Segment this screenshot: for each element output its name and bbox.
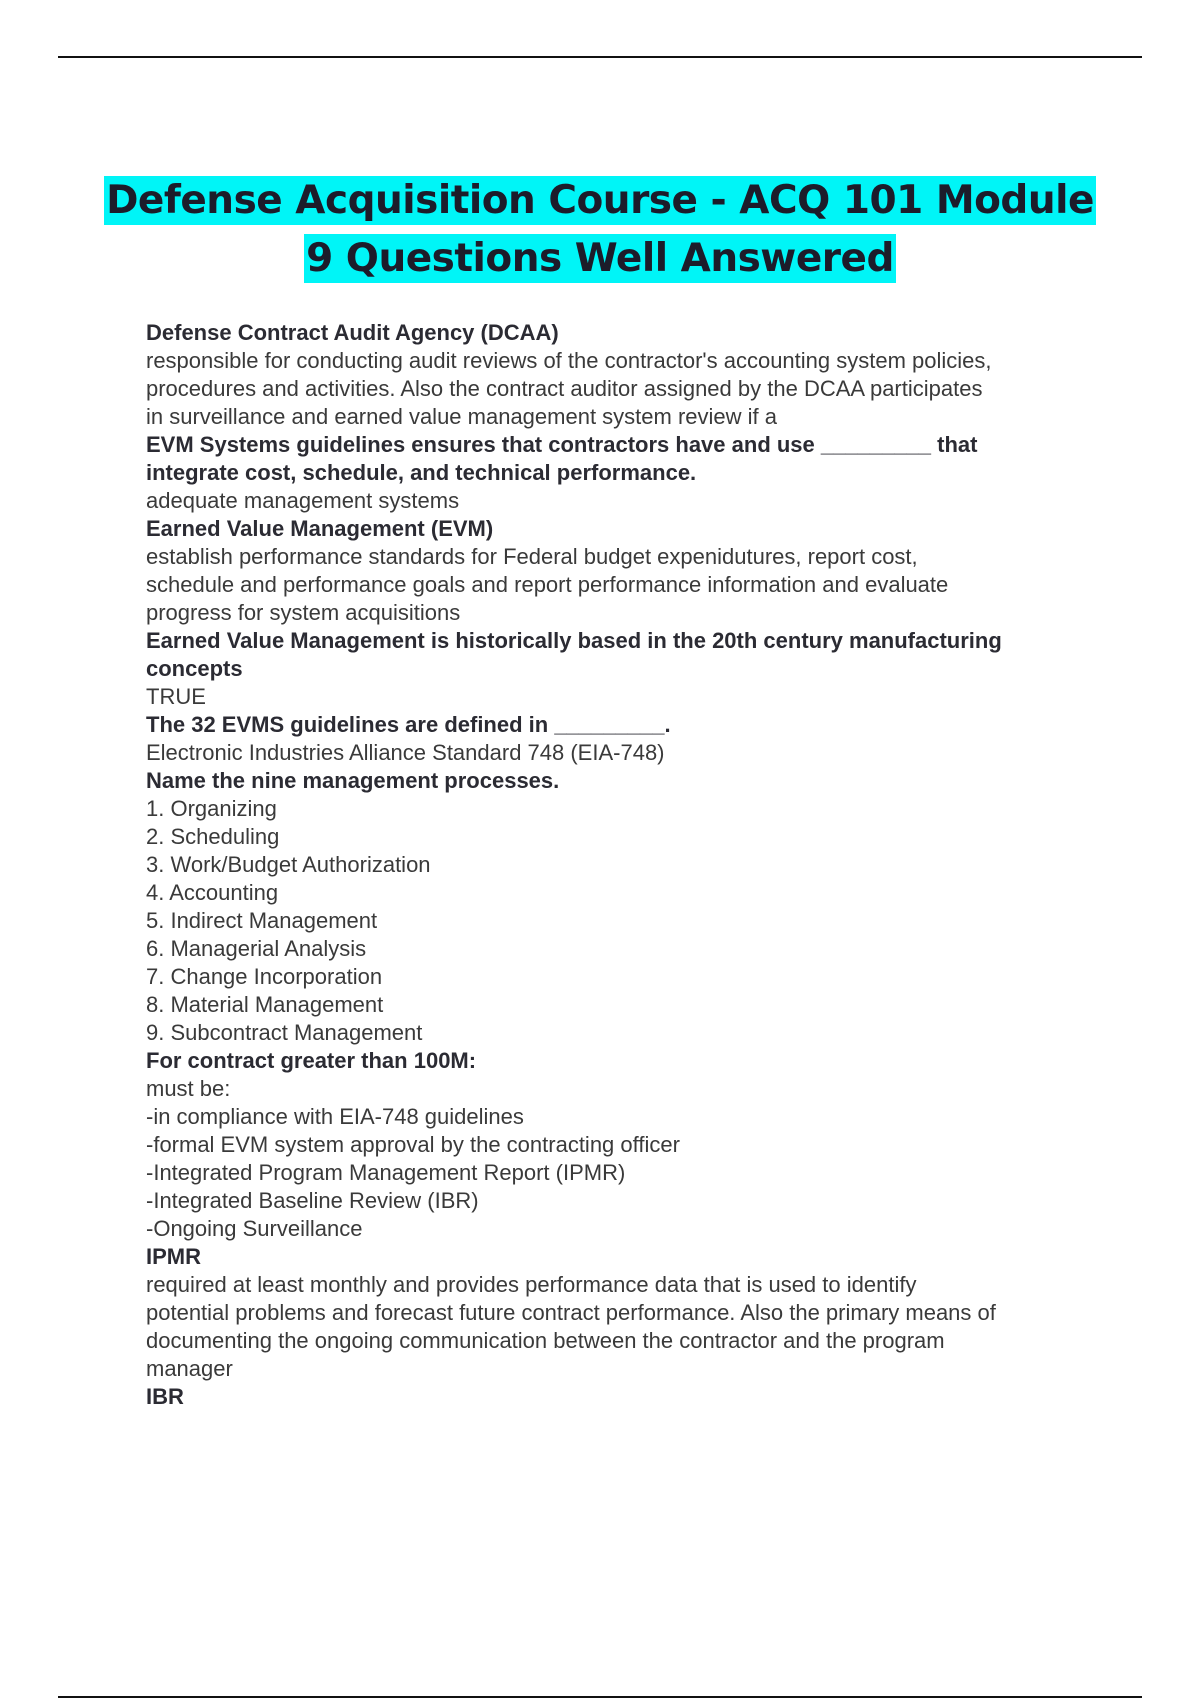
process-list-item: 3. Work/Budget Authorization (146, 852, 431, 877)
card-answer-line: must be: (146, 1076, 231, 1101)
process-list-item: 7. Change Incorporation (146, 964, 383, 989)
card-answer-line: manager (146, 1356, 233, 1381)
process-list-item: 9. Subcontract Management (146, 1020, 423, 1045)
card-question-line: Earned Value Management is historically based in the 20th century manufacturing (146, 628, 1002, 653)
card-question: The 32 EVMS guidelines are defined in _________. (146, 712, 671, 737)
title-line-2: 9 Questions Well Answered (306, 236, 894, 281)
card-answer-line: -Integrated Program Management Report (IPMR) (146, 1160, 626, 1185)
card-answer-line: -formal EVM system approval by the contracting officer (146, 1132, 680, 1157)
card-answer-line: establish performance standards for Federal budget expenidutures, report cost, (146, 544, 918, 569)
top-rule (58, 56, 1142, 58)
card-answer-line: in surveillance and earned value management system review if a (146, 404, 777, 429)
card-question: For contract greater than 100M: (146, 1048, 477, 1073)
card-question: Defense Contract Audit Agency (DCAA) (146, 320, 559, 345)
card-answer-line: Electronic Industries Alliance Standard 748 (EIA-748) (146, 740, 665, 765)
card-question: Earned Value Management (EVM) (146, 516, 494, 541)
process-list-item: 8. Material Management (146, 992, 384, 1017)
process-list-item: 2. Scheduling (146, 824, 280, 849)
card-question: Name the nine management processes. (146, 768, 560, 793)
card-question: IPMR (146, 1244, 201, 1269)
card-answer-line: -in compliance with EIA-748 guidelines (146, 1104, 524, 1129)
card-answer-line: procedures and activities. Also the contract auditor assigned by the DCAA participates (146, 376, 983, 401)
card-answer-line: potential problems and forecast future contract performance. Also the primary means of (146, 1300, 996, 1325)
process-list-item: 4. Accounting (146, 880, 279, 905)
card-question-line: integrate cost, schedule, and technical performance. (146, 460, 697, 485)
card-answer-line: required at least monthly and provides performance data that is used to identify (146, 1272, 917, 1297)
card-answer-line: schedule and performance goals and report performance information and evaluate (146, 572, 949, 597)
title-line-1: Defense Acquisition Course - ACQ 101 Module (106, 178, 1094, 223)
card-answer-line: adequate management systems (146, 488, 460, 513)
card-answer-line: TRUE (146, 684, 206, 709)
card-answer-line: progress for system acquisitions (146, 600, 461, 625)
card-answer-line: responsible for conducting audit reviews of the contractor's accounting system policies, (146, 348, 992, 373)
process-list-item: 5. Indirect Management (146, 908, 378, 933)
card-question: IBR (146, 1384, 184, 1409)
process-list-item: 6. Managerial Analysis (146, 936, 367, 961)
card-answer-line: documenting the ongoing communication between the contractor and the program (146, 1328, 945, 1353)
card-question-line: concepts (146, 656, 243, 681)
document-title (100, 172, 1100, 288)
card-question-line: EVM Systems guidelines ensures that contractors have and use _________ that (146, 432, 978, 457)
card-answer-line: -Integrated Baseline Review (IBR) (146, 1188, 479, 1213)
process-list-item: 1. Organizing (146, 796, 277, 821)
bottom-rule (58, 1696, 1142, 1698)
card-answer-line: -Ongoing Surveillance (146, 1216, 363, 1241)
qa-content (146, 319, 1096, 1411)
